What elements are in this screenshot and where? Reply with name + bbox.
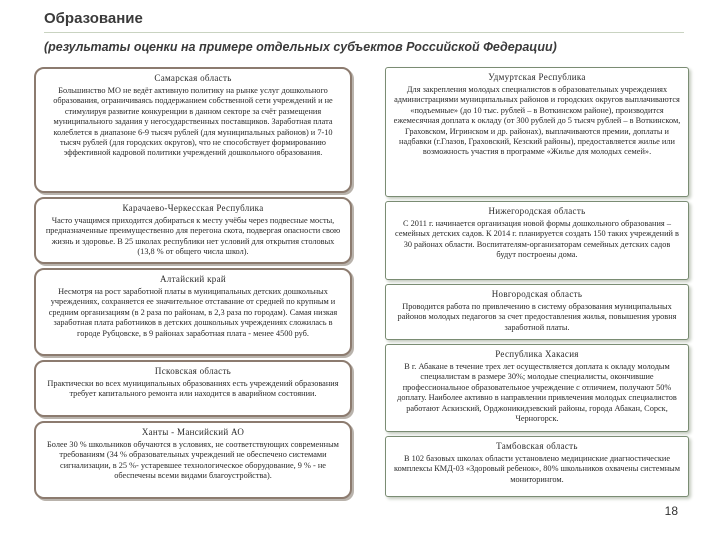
card-heading: Тамбовская область: [496, 441, 578, 451]
page-subtitle: (результаты оценки на примере отдельных субъектов Российской Федерации): [44, 40, 557, 54]
region-card-pskov: [34, 360, 352, 417]
card-text: Проводится работа по привлечению в систему образования муниципальных районов молодых педагогов за счет предоставления жилья, повышения уровня заработной платы.: [397, 302, 677, 332]
region-card-nizhny-novgorod: [385, 201, 689, 280]
card-heading: Новгородская область: [491, 289, 583, 299]
card-text: Практически во всех муниципальных образованиях есть учреждений образования требует капитального ремонта или находится в аварийном состоянии.: [47, 379, 339, 399]
region-card-altai-krai: [34, 268, 352, 356]
card-heading: Псковская область: [154, 366, 232, 376]
card-heading: Республика Хакасия: [495, 349, 579, 359]
card-text: В г. Абакане в течение трех лет осуществляется доплата к окладу молодым специалистам в размере 30%; молодые специалисты, окончившие профессиональное образовательное учреждение с отличием, получают 50% доплату. Наиболее активно в направлении привлечения молодых специалистов работают Аскизский, Орджоникидзевский районы, города Абакан, Сорск, Черногорск.: [397, 362, 677, 424]
region-card-khakassia: [385, 344, 689, 432]
card-heading: Карачаево-Черкесская Республика: [122, 203, 264, 213]
card-text: Несмотря на рост заработной платы в муниципальных детских дошкольных учреждениях, сохраняется ее значительное отставание от средней по крупным и средним организациям (в 2 раза по районам, в 2,3 раза по городам). Самая низкая заработная плата работников в детских дошкольных учреждениях сложилась в городе Рубцовске, в 9 районах заработная плата - менее 4500 руб.: [48, 287, 338, 338]
page-title: Образование: [44, 10, 143, 27]
card-heading: Удмуртская Республика: [488, 72, 586, 82]
region-card-novgorod: [385, 284, 689, 340]
card-heading: Самарская область: [154, 73, 232, 83]
card-text: В 102 базовых школах области установлено медицинские диагностические комплексы КМД-03 «Здоровый ребенок», 80% школьников охвачены системным мониторингом.: [394, 454, 680, 484]
card-text: Для закрепления молодых специалистов в образовательных учреждениях администрациями муниципальных районов и городских округов выплачиваются «подъемные» (до 10 тыс. рублей – в Воткинском районе), производится ежемесячная доплата к окладу (от 300 рублей до 5 тысяч рублей – в Воткинском, Граховском, Игринском и др. районах), выплачиваются премии, доплаты и надбавки (г.Глазов, Граховский, Кезский районы), предоставляется жилье или возможность участия в программе «Жилье для молодых семей».: [393, 85, 681, 157]
region-card-tambov: [385, 436, 689, 497]
card-text: Большинство МО не ведёт активную политику на рынке услуг дошкольного образования, ограничиваясь поддержанием собственной сети учреждений и не стимулируя развитие конкуренции в данном секторе за счёт размещения муниципального задания у негосударственных поставщиков. Заработная плата колеблется в диапазоне 6-9 тысяч рублей (для муниципальных районов) и 7-10 тысяч рублей (для городских округов), что не способствует формированию эффективной кадровой политики учреждений дошкольного образования.: [53, 86, 333, 158]
region-card-khmao: [34, 421, 352, 499]
card-text: С 2011 г. начинается организация новой формы дошкольного образования – семейных детских садов. К 2014 г. планируется создать 150 таких учреждений в 30 районах области. Воспитателям-организаторам семейных детских садов будут построены дома.: [395, 219, 679, 260]
card-text: Более 30 % школьников обучаются в условиях, не соответствующих современным требованиям (34 % образовательных учреждений не обеспечено системами сигнализации, в 25 %- устаревшее технологическое оборудование, 9 % - не обеспечены всеми видами благоустройства).: [47, 440, 339, 481]
region-card-karachay-cherkessia: [34, 197, 352, 264]
card-heading: Ханты - Мансийский АО: [141, 427, 245, 437]
region-card-udmurtia: [385, 67, 689, 197]
page-number: 18: [664, 504, 678, 518]
region-card-samara: [34, 67, 352, 193]
card-text: Часто учащимся приходится добираться к месту учёбы через подвесные мосты, предназначенные преимущественно для перегона скота, подвергая опасности свою жизнь и здоровье. В 25 школах республики нет условий для открытия столовых (13,8 % от общего числа школ).: [45, 216, 341, 257]
card-heading: Нижегородская область: [488, 206, 586, 216]
card-heading: Алтайский край: [160, 274, 226, 284]
title-divider: [44, 32, 684, 33]
